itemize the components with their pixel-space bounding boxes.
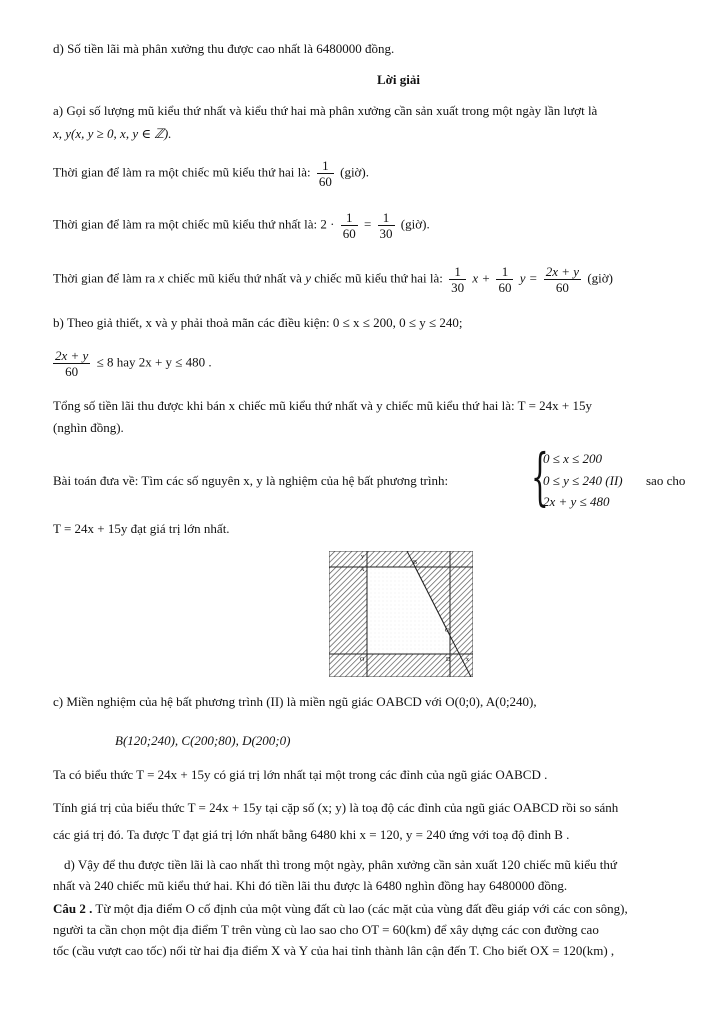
line-c3: Ta có biểu thức T = 24x + 15y có giá trị lớn nhất tại một trong các đỉnh của ngũ giác OABCD .	[53, 767, 548, 782]
fraction: $\frac{1}{30}$	[451, 264, 465, 295]
fraction: $\frac{1}{30}$	[379, 210, 393, 241]
fraction: $\frac{2x + y}{60}$	[545, 264, 580, 295]
unit: (giờ)	[587, 270, 613, 286]
line-time-type1	[53, 210, 430, 241]
line-c5: các giá trị đó. Ta được T đạt giá trị lớn nhất bằng 6480 khi x = 120, y = 240 ứng với toạ độ đỉnh B .	[53, 827, 570, 842]
solution-heading: Lời giải	[377, 72, 420, 87]
line-b1: b) Theo giả thiết, x và y phải thoả mãn các điều kiện: 0 ≤ x ≤ 200, 0 ≤ y ≤ 240;	[53, 315, 463, 330]
line-system-after: T = 24x + 15y đạt giá trị lớn nhất.	[53, 521, 230, 536]
fraction: $\frac{1}{60}$	[498, 264, 512, 295]
system-eq-1: 0 ≤ x ≤ 200	[543, 451, 603, 466]
expr: y =	[519, 270, 538, 286]
text: chiếc mũ kiểu thứ nhất và	[167, 270, 302, 286]
system-eq-2: 0 ≤ y ≤ 240 (II)	[543, 473, 623, 488]
line-a1: a) Gọi số lượng mũ kiểu thứ nhất và kiểu thứ hai mà phân xưởng cần sản xuất trong một ngày lần lượt là	[53, 103, 598, 118]
line-d1: d) Vậy để thu được tiền lãi là cao nhất thì trong một ngày, phân xưởng cần sản xuất 120 chiếc mũ kiểu thứ	[64, 857, 617, 872]
axis-label-x: x	[466, 657, 469, 663]
line-b2	[53, 348, 212, 379]
vertex-d-label: D	[446, 657, 451, 663]
line-time-type2	[53, 158, 369, 189]
line-time-xy	[53, 264, 613, 295]
system-eq-3: 2x + y ≤ 480	[543, 494, 610, 509]
system-tail: sao cho	[646, 473, 686, 488]
system-brace: {	[531, 440, 549, 513]
text: Từ một địa điểm O cố định của một vùng đất cù lao (các mặt của vùng đất đều giáp với các con sông),	[92, 901, 628, 916]
axis-label-y: y	[361, 554, 364, 560]
fraction: $\frac{1}{60}$	[318, 158, 332, 189]
line-system-text: Bài toán đưa về: Tìm các số nguyên x, y là nghiệm của hệ bất phương trình:	[53, 473, 449, 488]
text: chiếc mũ kiểu thứ hai là:	[314, 270, 443, 286]
line-a2: x, y(x, y ≥ 0, x, y ∈ ℤ).	[53, 126, 172, 141]
line-cau2-1	[53, 901, 628, 917]
line-c2: B(120;240), C(200;80), D(200;0)	[115, 733, 291, 748]
line-d-intro: d) Số tiền lãi mà phân xưởng thu được cao nhất là 6480000 đồng.	[53, 41, 395, 56]
time-type2-text: Thời gian để làm ra một chiếc mũ kiểu thứ hai là:	[53, 164, 311, 180]
inequality: ≤ 8 hay 2x + y ≤ 480 .	[96, 354, 212, 370]
vertex-c-label: C	[445, 628, 450, 634]
line-d2: nhất và 240 chiếc mũ kiểu thứ hai. Khi đó tiền lãi thu được là 6480 nghìn đồng hay 6480000 đồng.	[53, 878, 568, 893]
equals: =	[363, 216, 372, 232]
line-tong2: (nghìn đồng).	[53, 420, 124, 435]
factor: 2 ·	[320, 216, 335, 232]
line-c1: c) Miền nghiệm của hệ bất phương trình (II) là miền ngũ giác OABCD với O(0;0), A(0;240),	[53, 694, 537, 709]
line-cau2-2: người ta cần chọn một địa điểm T trên vùng cù lao sao cho OT = 60(km) để xây dựng các con đường cao	[53, 922, 599, 937]
var-x: x	[158, 270, 165, 286]
line-tong1: Tổng số tiền lãi thu được khi bán x chiếc mũ kiểu thứ nhất và y chiếc mũ kiểu thứ hai là: T = 24x + 15y	[53, 398, 592, 413]
origin-label: O	[360, 657, 365, 663]
expr: x +	[472, 270, 491, 286]
fraction: $\frac{1}{60}$	[342, 210, 356, 241]
time-type1-text: Thời gian để làm ra một chiếc mũ kiểu thứ nhất là:	[53, 216, 318, 232]
unit: (giờ).	[340, 164, 370, 180]
unit: (giờ).	[400, 216, 430, 232]
feasible-region-figure	[329, 551, 473, 677]
fraction: $\frac{2x + y}{60}$	[55, 348, 89, 379]
var-y: y	[305, 270, 311, 286]
vertex-a-label: A	[360, 567, 365, 573]
line-c4: Tính giá trị của biểu thức T = 24x + 15y tại cặp số (x; y) là toạ độ các đỉnh của ngũ giác OABCD rồi so sánh	[53, 800, 619, 815]
text: Thời gian để làm ra	[53, 270, 156, 286]
question-label: Câu 2 .	[53, 901, 93, 916]
vertex-b-label: B	[413, 560, 418, 566]
line-cau2-3: tốc (cầu vượt cao tốc) nối từ hai địa điểm X và Y của hai tỉnh thành lân cận đến T. Cho biết OX = 120(km) ,	[53, 943, 615, 958]
